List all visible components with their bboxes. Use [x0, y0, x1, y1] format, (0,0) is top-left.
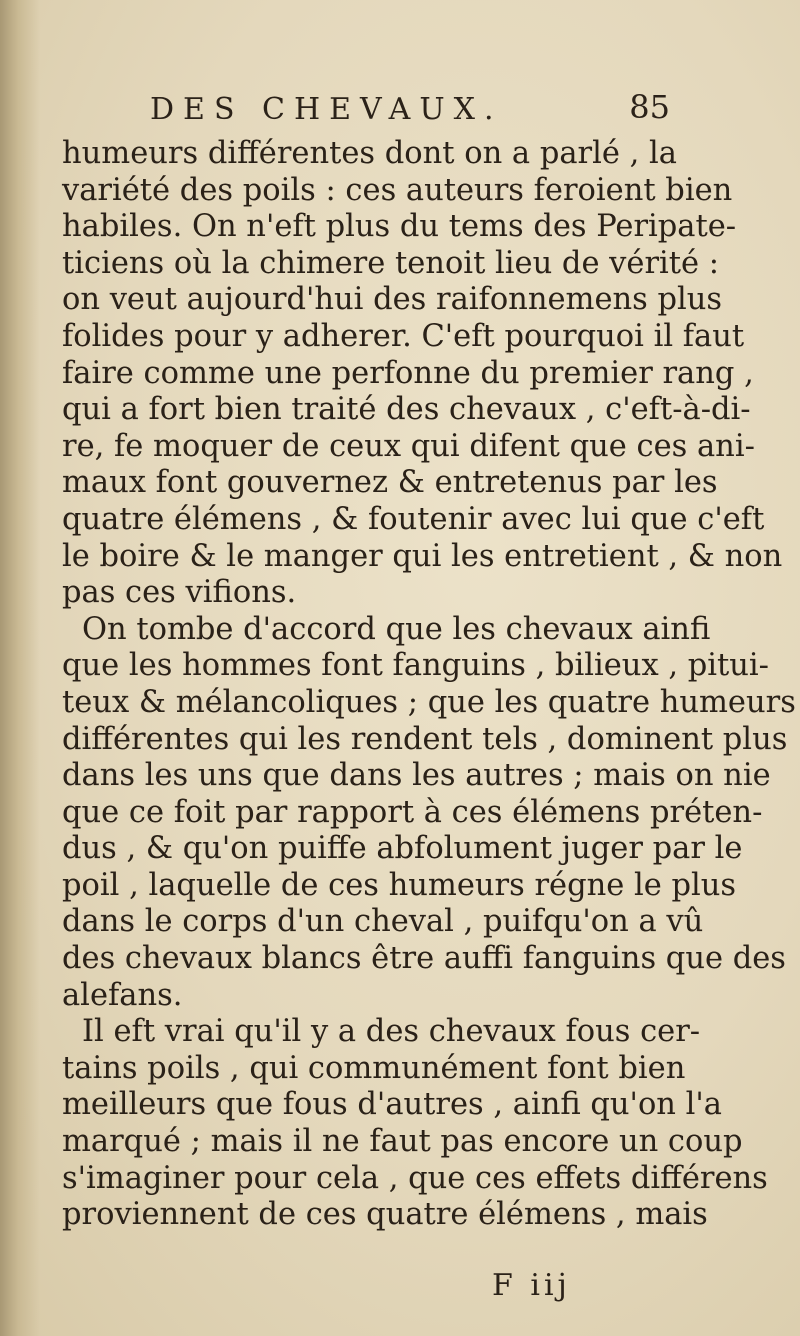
text-line: marqué ; mais il ne faut pas encore un coup: [62, 1124, 743, 1160]
text-line: s'imaginer pour cela , que ces effets différens: [62, 1160, 768, 1196]
text-line: tains poils , qui communément font bien: [62, 1050, 686, 1086]
text-line: que les hommes font fanguins , bilieux , pitui-: [62, 648, 769, 684]
text-line: dus , & qu'on puiffe abfolument juger par le: [62, 831, 743, 867]
page-header: [150, 88, 670, 142]
text-line: qui a fort bien traité des chevaux , c'eft-à-di-: [62, 392, 751, 428]
text-line: dans les uns que dans les autres ; mais on nie: [62, 758, 771, 794]
text-line: variété des poils : ces auteurs feroient bien: [62, 172, 733, 208]
page-gutter-shadow: [0, 0, 40, 1336]
running-head: DES CHEVAUX.: [150, 92, 503, 127]
signature-mark: F iij: [492, 1268, 571, 1303]
text-line: dans le corps d'un cheval , puifqu'on a vû: [62, 904, 704, 940]
text-line: habiles. On n'eft plus du tems des Peripate-: [62, 209, 737, 245]
text-line: pas ces vifions.: [62, 575, 297, 611]
text-line: que ce foit par rapport à ces élémens préten-: [62, 794, 763, 830]
body-text: [62, 136, 796, 1234]
text-line: poil , laquelle de ces humeurs régne le plus: [62, 867, 737, 903]
text-line: On tombe d'accord que les chevaux ainfi: [82, 611, 711, 647]
text-line: re, fe moquer de ceux qui difent que ces ani-: [62, 428, 755, 464]
text-line: folides pour y adherer. C'eft pourquoi il faut: [62, 318, 745, 354]
text-line: humeurs différentes dont on a parlé , la: [62, 136, 677, 171]
page-number: 85: [629, 88, 670, 126]
text-line: proviennent de ces quatre élémens , mais: [62, 1197, 708, 1233]
text-line: meilleurs que fous d'autres , ainfi qu'on l'a: [62, 1087, 722, 1123]
text-line: différentes qui les rendent tels , dominent plus: [62, 721, 788, 757]
text-line: des chevaux blancs être auffi fanguins que des: [62, 941, 786, 977]
text-line: faire comme une perfonne du premier rang ,: [62, 355, 754, 391]
text-line: ticiens où la chimere tenoit lieu de vérité :: [62, 245, 720, 281]
text-line: quatre élémens , & foutenir avec lui que c'eft: [62, 501, 765, 537]
text-line: alefans.: [62, 977, 183, 1013]
text-line: teux & mélancoliques ; que les quatre humeurs: [62, 684, 796, 720]
text-line: on veut aujourd'hui des raifonnemens plus: [62, 282, 723, 318]
text-line: le boire & le manger qui les entretient , & non: [62, 538, 783, 574]
text-line: maux font gouvernez & entretenus par les: [62, 465, 718, 501]
text-line: Il eft vrai qu'il y a des chevaux fous cer-: [82, 1014, 701, 1050]
